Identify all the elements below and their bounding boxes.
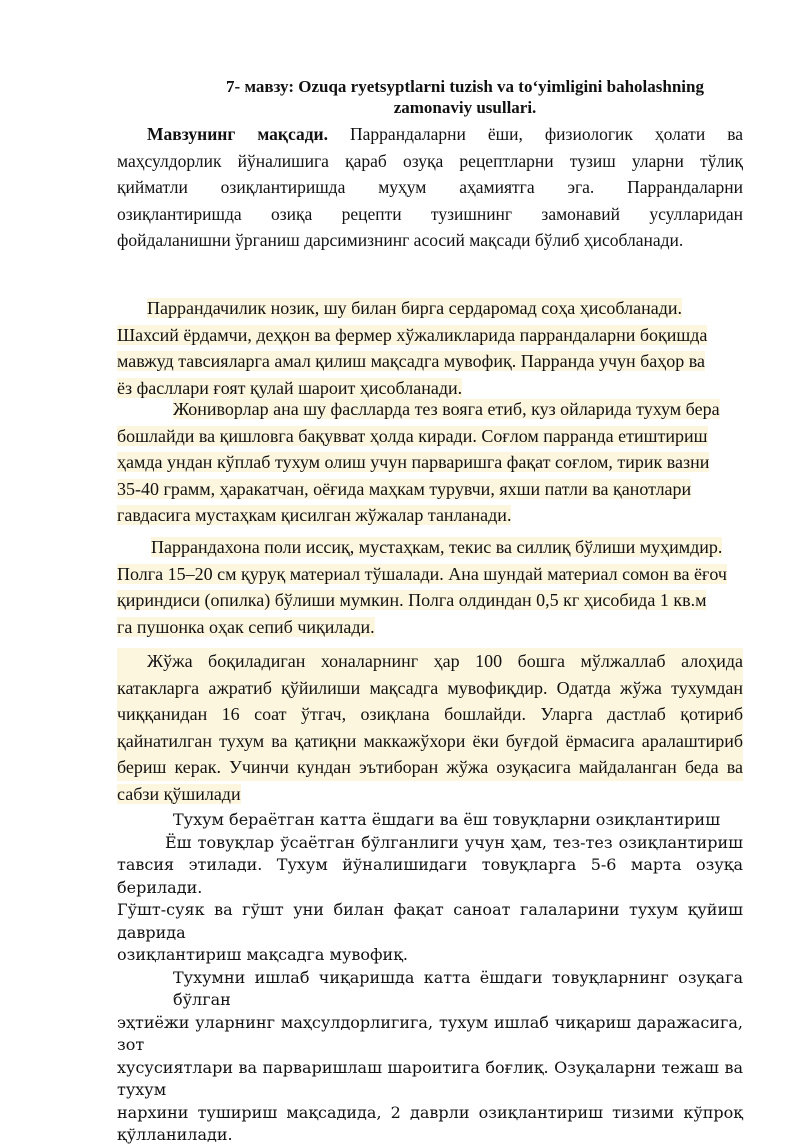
goal-line: маҳсулдорлик йўналишига қараб озуқа рецептларни тузиш уларни тўлиқ	[117, 150, 743, 171]
goal-label: Мавзунинг мақсади.	[147, 124, 329, 144]
paragraph-hen-feeding	[117, 809, 743, 1147]
paragraph-chick-selection	[117, 396, 743, 529]
paragraph-chick-feeding	[117, 648, 743, 807]
paragraph-line: Шахсий ёрдамчи, деҳқон ва фермер хўжаликларида паррандаларни боқишда	[117, 324, 708, 345]
paragraph-line: чиққанидан 16 соат ўтгач, озиқлана бошлайди. Уларга дастлаб қотириб	[117, 701, 743, 728]
paragraph-line: Полга 15–20 см қуруқ материал тўшалади. Ана шундай материал сомон ва ёғоч	[117, 563, 727, 584]
paragraph-line: бериш керак. Учинчи кундан эътиборан жўжа озуқасига майдаланган беда ва	[117, 754, 743, 781]
goal-line: озиқлантиришда озиқа рецепти тузишнинг замонавий усулларидан	[117, 203, 743, 224]
goal-line	[117, 121, 743, 148]
paragraph-line: бошлайди ва қишловга бақувват ҳолда киради. Соғлом парранда етиштириш	[117, 425, 708, 446]
paragraph-line: ҳамда ундан кўплаб тухум олиш учун парваришга фақат соғлом, тирик вазни	[117, 452, 710, 472]
paragraph-line: эҳтиёжи уларнинг маҳсулдорлигига, тухум ишлаб чиқариш даражасига, зот	[117, 1012, 743, 1054]
paragraph-line: Жониворлар ана шу фаслларда тез вояга етиб, куз ойларида тухум бера	[173, 399, 720, 419]
paragraph-floor	[117, 534, 743, 640]
section-heading: Тухум бераётган катта ёшдаги ва ёш товуқларни озиқлантириш	[173, 810, 721, 829]
paragraph-line: Паррандачилик нозик, шу билан бирга сердаромад соҳа ҳисобланади.	[147, 298, 682, 318]
paragraph-poultry-intro	[117, 295, 743, 401]
paragraph-line: Ёш товуқлар ўсаётган бўлганлиги учун ҳам, тез-тез озиқлантириш	[165, 832, 743, 852]
page-title	[118, 76, 782, 118]
paragraph-line: қўлланилади.	[117, 1125, 233, 1144]
goal-line-1-text: Паррандаларни ёши, физиологик ҳолати ва	[350, 124, 743, 144]
paragraph-line: Паррандахона поли иссиқ, мустаҳкам, текис ва силлиқ бўлиши муҳимдир.	[151, 537, 723, 557]
paragraph-line: Жўжа боқиладиган хоналарнинг ҳар 100 бошга мўлжаллаб алоҳида	[117, 648, 743, 675]
paragraph-line: катакларга ажратиб қўйилиши мақсадга мувофиқдир. Одатда жўжа тухумдан	[117, 675, 743, 702]
paragraph-line: қайнатилган тухум ва қатиқни маккажўхори ёки буғдой ёрмасига аралаштириб	[117, 728, 743, 755]
paragraph-line: гавдасига мустаҳкам қисилган жўжалар танланади.	[117, 505, 512, 525]
paragraph-line: Гўшт-суяк ва гўшт уни билан фақат саноат галаларини тухум қуйиш даврида	[117, 900, 743, 942]
paragraph-line: га пушонка оҳак сепиб чиқилади.	[117, 616, 375, 637]
paragraph-line: қириндиси (опилка) бўлиши мумкин. Полга олдиндан 0,5 кг ҳисобида 1 кв.м	[117, 590, 707, 610]
paragraph-line: озиқлантириш мақсадга мувофиқ.	[117, 945, 408, 964]
title-line-1: 7- мавзу: Ozuqa ryetsyptlarni tuzish va to‘yimligini baholashning	[226, 77, 704, 96]
paragraph-line: тавсия этилади. Тухум йўналишидаги товуқларга 5-6 марта озуқа берилади.	[117, 855, 743, 897]
goal-line: фойдаланишни ўрганиш дарсимизнинг асосий мақсади бўлиб ҳисобланади.	[117, 230, 684, 250]
paragraph-line: ёз фасллари ғоят қулай шароит ҳисобланади.	[117, 377, 463, 398]
paragraph-line: сабзи қўшилади	[117, 783, 241, 804]
title-line-2: zamonaviy usullari.	[393, 98, 537, 117]
paragraph-line: 35-40 грамм, ҳаракатчан, оёғида маҳкам турувчи, яхши патли ва қанотлари	[117, 478, 692, 499]
goal-line: қийматли озиқлантиришда муҳум аҳамиятга эга. Паррандаларни	[117, 177, 743, 197]
goal-paragraph	[117, 121, 743, 254]
paragraph-line: хусусиятлари ва парваришлаш шароитига боғлиқ. Озуқаларни тежаш ва тухум	[117, 1057, 743, 1099]
paragraph-line: Тухумни ишлаб чиқаришда катта ёшдаги товуқларнинг озуқага бўлган	[173, 967, 743, 1009]
paragraph-line: мавжуд тавсияларга амал қилиш мақсадга мувофиқ. Парранда учун баҳор ва	[117, 351, 706, 371]
paragraph-line: нархини тушириш мақсадида, 2 даврли озиқлантириш тизими кўпроқ	[117, 1102, 743, 1122]
